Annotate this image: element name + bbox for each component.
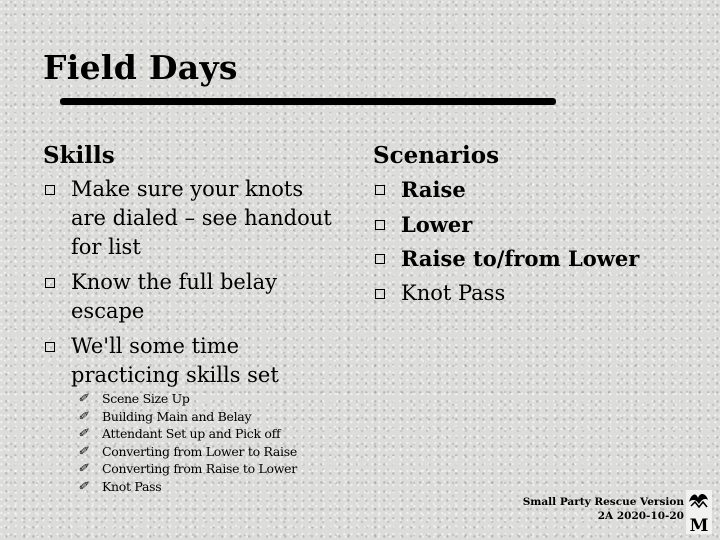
footer-line-2: 2A 2020-10-20	[597, 510, 684, 522]
scenario-item	[373, 175, 693, 204]
skills-item	[43, 268, 343, 326]
square-bullet-icon	[45, 185, 55, 195]
arrow-bullet-icon: ✐	[78, 443, 88, 458]
arrow-bullet-icon: ✐	[78, 478, 88, 493]
scenario-item-text: Raise to/from Lower	[401, 246, 640, 271]
skills-heading: Skills	[43, 142, 115, 169]
skills-item	[43, 332, 343, 390]
scenarios-heading: Scenarios	[373, 142, 500, 169]
skills-subitem	[78, 478, 297, 496]
square-bullet-icon	[45, 342, 55, 352]
arrow-bullet-icon: ✐	[78, 426, 88, 441]
arrow-bullet-icon: ✐	[78, 461, 88, 476]
footer-version	[523, 495, 684, 523]
square-bullet-icon	[375, 220, 385, 230]
skills-subitem-text: Knot Pass	[102, 478, 162, 494]
logo-letter: M	[689, 516, 709, 534]
scenario-item	[373, 279, 693, 308]
square-bullet-icon	[375, 254, 385, 264]
skills-subitem-text: Building Main and Belay	[102, 408, 252, 424]
arrow-bullet-icon: ✐	[78, 391, 88, 405]
skills-subitem	[78, 390, 297, 408]
scenarios-list	[373, 175, 693, 313]
square-bullet-icon	[375, 185, 385, 195]
square-bullet-icon	[45, 278, 55, 288]
scenario-item	[373, 244, 693, 273]
skills-subitem-text: Converting from Lower to Raise	[102, 443, 297, 459]
scenario-item-text: Lower	[401, 211, 473, 237]
skills-subitem	[78, 443, 297, 461]
mountaineers-logo-icon	[686, 490, 712, 534]
title-underline	[60, 98, 556, 105]
skills-item-text: Make sure your knots are dialed – see handout for list	[71, 177, 332, 259]
skills-subitem-text: Converting from Raise to Lower	[102, 461, 297, 477]
skills-subitem-text: Attendant Set up and Pick off	[102, 426, 281, 442]
square-bullet-icon	[375, 289, 385, 299]
skills-subitem	[78, 408, 297, 426]
slide-title: Field Days	[43, 48, 238, 87]
scenario-item-text: Knot Pass	[401, 280, 506, 305]
skills-item-text: Know the full belay escape	[71, 270, 277, 323]
scenario-item	[373, 210, 693, 239]
skills-subitems-list	[78, 390, 297, 496]
skills-list	[43, 175, 343, 396]
footer-line-1: Small Party Rescue Version	[522, 496, 684, 508]
arrow-bullet-icon: ✐	[78, 408, 88, 423]
skills-item-text: We'll some time practicing skills set	[71, 334, 279, 387]
skills-subitem	[78, 460, 297, 478]
skills-subitem	[78, 425, 297, 443]
skills-subitem-text: Scene Size Up	[102, 391, 190, 406]
scenario-item-text: Raise	[401, 177, 466, 202]
skills-item	[43, 175, 343, 262]
